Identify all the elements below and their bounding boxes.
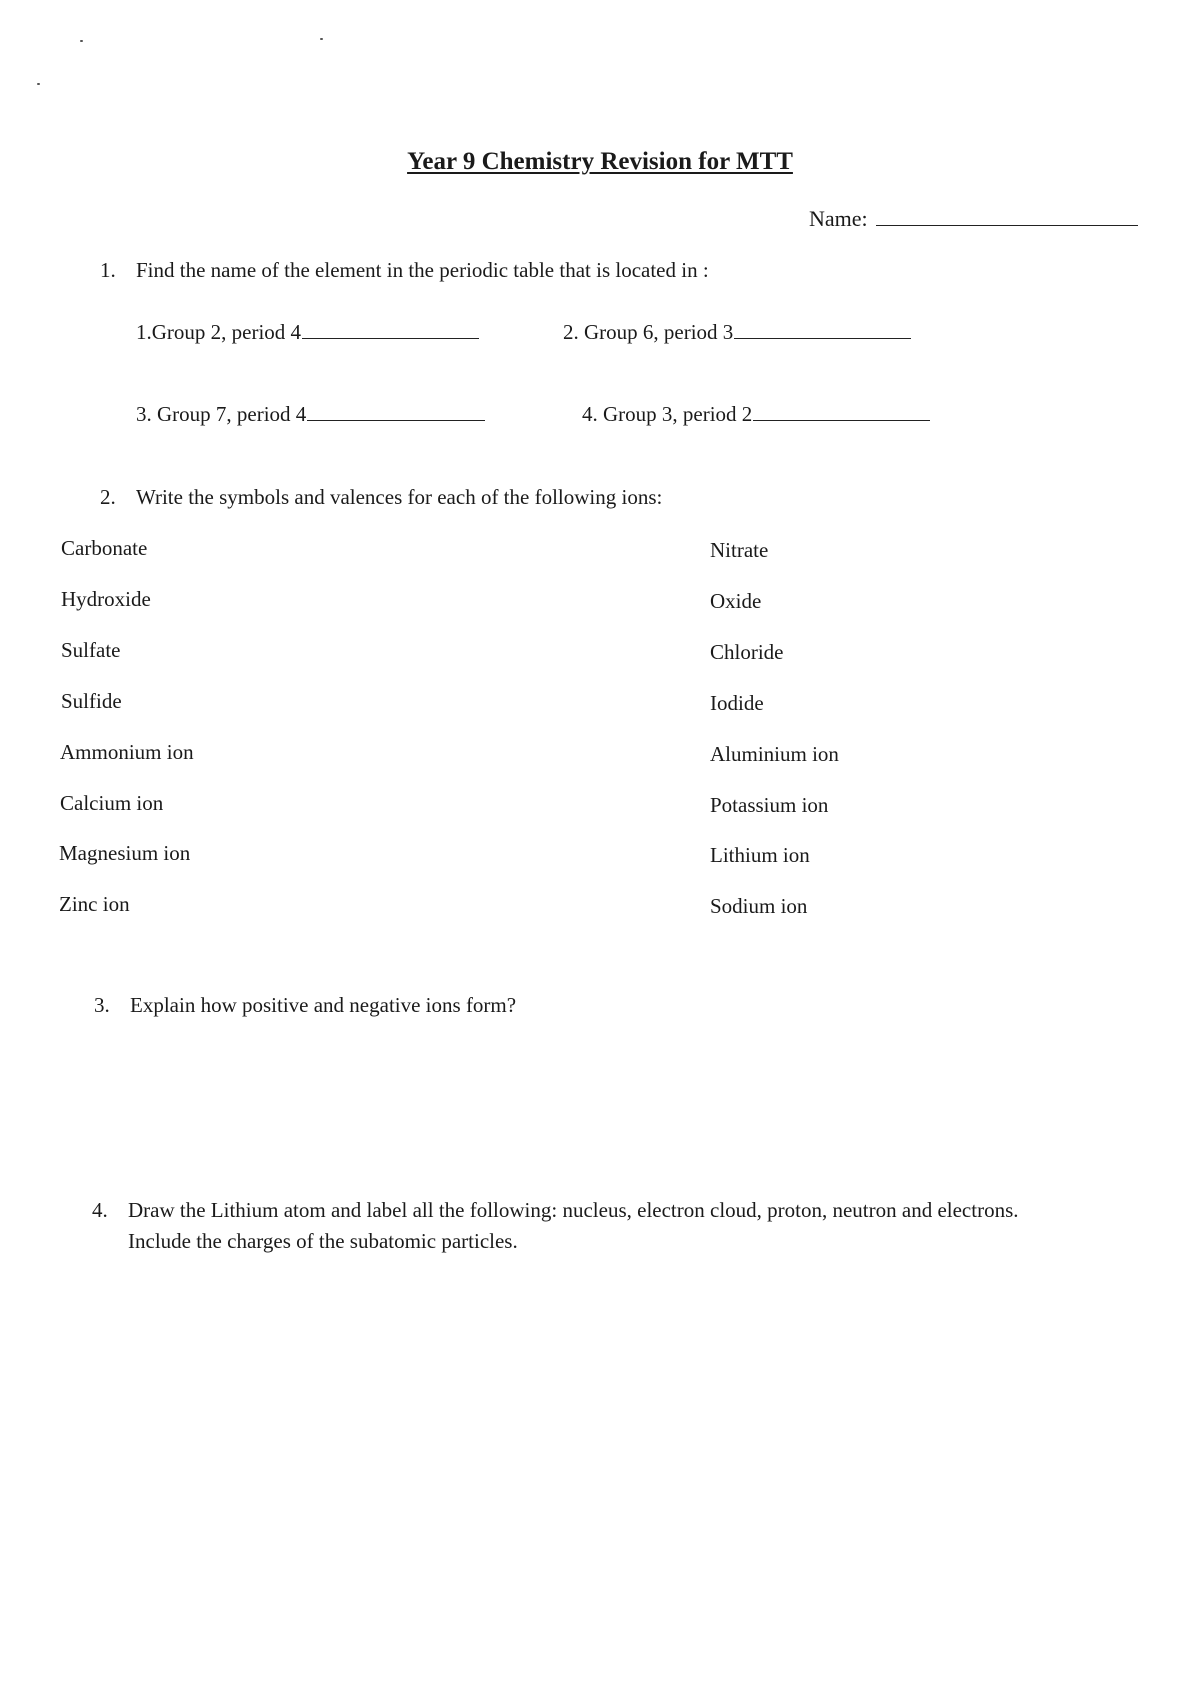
ion-right-6: Potassium ion [710,793,829,817]
name-line[interactable] [876,205,1138,226]
q1-item-3-label: 3. Group 7, period 4 [136,402,307,426]
q1-item-3-blank[interactable] [307,402,485,421]
ion-left-4: Sulfide [61,689,122,713]
question-1-number: 1. [100,258,116,282]
q1-item-1 [136,320,479,345]
ion-right-2: Oxide [710,589,762,613]
ion-right-1: Nitrate [710,538,769,562]
ion-left-8: Zinc ion [59,892,130,916]
question-4-line-2: Include the charges of the subatomic particles. [128,1229,518,1253]
scan-speck [80,40,83,42]
q1-item-1-label: 1.Group 2, period 4 [136,320,302,344]
ion-left-7: Magnesium ion [59,841,191,865]
ion-left-5: Ammonium ion [60,740,194,764]
question-2-text: Write the symbols and valences for each of the following ions: [136,485,663,509]
q1-item-3 [136,402,485,427]
question-4 [92,1198,1019,1223]
q1-item-2-blank[interactable] [734,320,911,339]
question-2-number: 2. [100,485,116,509]
ion-right-3: Chloride [710,640,784,664]
ion-right-4: Iodide [710,691,764,715]
question-1-text: Find the name of the element in the periodic table that is located in : [136,258,709,282]
ion-right-8: Sodium ion [710,894,808,918]
name-label: Name: [809,206,868,231]
q1-item-4 [582,402,930,427]
q1-item-1-blank[interactable] [302,320,479,339]
ion-left-6: Calcium ion [60,791,164,815]
question-4-line-1: Draw the Lithium atom and label all the following: nucleus, electron cloud, proton, neutron and electrons. [128,1198,1019,1222]
q1-item-2-label: 2. Group 6, period 3 [563,320,734,344]
ion-right-7: Lithium ion [710,843,810,867]
scan-speck [37,83,40,85]
question-3 [94,993,516,1018]
name-field[interactable] [809,205,1138,232]
ion-left-1: Carbonate [61,536,148,560]
question-4-continuation [128,1229,518,1254]
question-4-number: 4. [92,1198,108,1222]
q1-item-4-blank[interactable] [753,402,930,421]
question-3-number: 3. [94,993,110,1017]
q1-item-4-label: 4. Group 3, period 2 [582,402,753,426]
ion-left-3: Sulfate [61,638,121,662]
question-1 [100,258,709,283]
question-2 [100,485,662,510]
ion-left-2: Hydroxide [61,587,151,611]
scan-speck [320,38,323,40]
worksheet-title: Year 9 Chemistry Revision for MTT [407,148,793,175]
ion-right-5: Aluminium ion [710,742,839,766]
q1-item-2 [563,320,911,345]
question-3-text: Explain how positive and negative ions form? [130,993,517,1017]
